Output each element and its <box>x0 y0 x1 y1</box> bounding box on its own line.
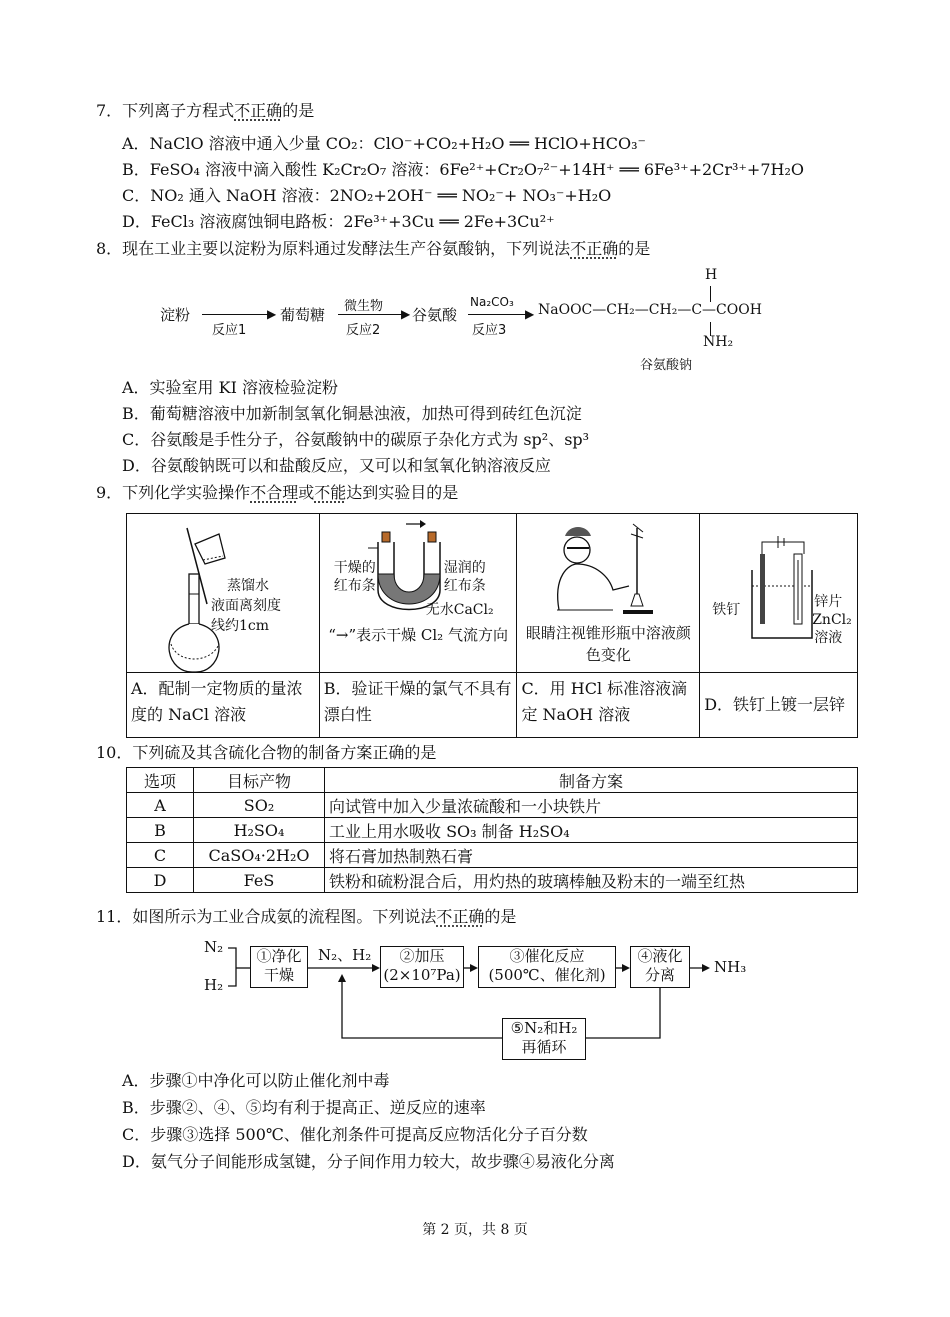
scheme-glucose: 葡萄糖 <box>280 306 326 324</box>
caption-watch-flask: 眼睛注视锥形瓶中溶液颜色变化 <box>525 624 691 664</box>
step-2-pressurize: ②加压 (2×10⁷Pa) <box>380 946 464 988</box>
q7-option-d: D．FeCl₃ 溶液腐蚀铜电路板：2Fe³⁺+3Cu ══ 2Fe+3Cu²⁺ <box>122 212 555 231</box>
q11-option-a: A．步骤①中净化可以防止催化剂中毒 <box>122 1071 390 1090</box>
q8-stem: 8．现在工业主要以淀粉为原料通过发酵法生产谷氨酸钠，下列说法不正确的是 <box>96 239 651 258</box>
table-row <box>127 843 858 868</box>
arrow-1 <box>202 314 272 315</box>
table-row <box>127 868 858 893</box>
header-option: 选项 <box>127 768 194 793</box>
q7-stem: 7．下列离子方程式不正确的是 <box>96 101 315 120</box>
catalyst-microbe: 微生物 <box>344 299 384 314</box>
label-distilled-water: 蒸馏水 <box>227 578 269 594</box>
cell-plan: 铁粉和硫粉混合后，用灼热的玻璃棒触及粉末的一端至红热 <box>325 868 858 893</box>
cell-option: B <box>127 818 194 843</box>
label-dry-cloth: 红布条 <box>333 578 376 594</box>
q8-option-c: C．谷氨酸是手性分子，谷氨酸钠中的碳原子杂化方式为 sp²、sp³ <box>122 430 590 449</box>
volumetric-flask-figure <box>127 514 319 672</box>
q7-option-a: A．NaClO 溶液中通入少量 CO₂：ClO⁻+CO₂+H₂O ══ HClO+HCO₃⁻ <box>122 134 646 153</box>
reaction-2-label: 反应2 <box>346 323 381 338</box>
q8-option-d: D．谷氨酸钠既可以和盐酸反应，又可以和氢氧化钠溶液反应 <box>122 456 551 475</box>
label-wet: 湿润的 <box>443 560 486 576</box>
label-level: 液面离刻度 <box>211 598 281 614</box>
q11-option-d: D．氨气分子间能形成氢键，分子间作用力较大，故步骤④易液化分离 <box>122 1152 615 1171</box>
u-tube-figure <box>320 514 517 672</box>
h-atom: H <box>705 267 718 283</box>
scheme-starch: 淀粉 <box>160 306 191 324</box>
q7-option-b: B．FeSO₄ 溶液中滴入酸性 K₂Cr₂O₇ 溶液：6Fe²⁺+Cr₂O₇²⁻+14H⁺ ══ 6Fe³⁺+2Cr³⁺+7H₂O <box>122 160 804 179</box>
label-dry: 干燥的 <box>333 560 376 576</box>
q9-table <box>126 513 858 738</box>
cell-product: SO₂ <box>194 793 325 818</box>
ammonia-flowchart <box>200 934 760 1066</box>
q11-option-c: C．步骤③选择 500℃、催化剂条件可提高反应物活化分子百分数 <box>122 1125 588 1144</box>
q11-stem: 11．如图所示为工业合成氨的流程图。下列说法不正确的是 <box>96 907 517 926</box>
reagent-na2co3: Na₂CO₃ <box>470 295 514 309</box>
label-1cm: 线约1cm <box>211 618 270 634</box>
flow-h2: H₂ <box>204 976 224 994</box>
page-footer: 第 2 页，共 8 页 <box>422 1222 528 1238</box>
step-5-recycle: ⑤N₂和H₂ 再循环 <box>502 1018 586 1060</box>
q7-option-c: C．NO₂ 通入 NaOH 溶液：2NO₂+2OH⁻ ══ NO₂⁻+ NO₃⁻+H₂O <box>122 186 612 205</box>
flow-n2-h2: N₂、H₂ <box>318 946 372 964</box>
q8-option-a: A．实验室用 KI 溶液检验淀粉 <box>122 378 339 397</box>
q10-table <box>126 767 858 893</box>
q9-option-c: C．用 HCl 标准溶液滴定 NaOH 溶液 <box>517 673 700 738</box>
header-product: 目标产物 <box>194 768 325 793</box>
bond-up <box>710 286 711 302</box>
q11-option-b: B．步骤②、④、⑤均有利于提高正、逆反应的速率 <box>122 1098 486 1117</box>
label-zncl2: ZnCl₂ <box>812 612 852 628</box>
q9-stem: 9．下列化学实验操作不合理或不能达到实验目的是 <box>96 483 459 502</box>
q8-option-b: B．葡萄糖溶液中加新制氢氧化铜悬浊液，加热可得到砖红色沉淀 <box>122 404 582 423</box>
arrow-2 <box>338 314 406 315</box>
label-zinc-plate: 锌片 <box>814 594 843 610</box>
nh2-group: NH₂ <box>703 334 734 350</box>
flow-nh3-output: NH₃ <box>714 958 747 976</box>
electroplating-figure <box>700 514 857 672</box>
cell-option: C <box>127 843 194 868</box>
titration-figure <box>517 514 699 672</box>
label-wet-cloth: 红布条 <box>443 578 486 594</box>
table-header-row <box>127 768 858 793</box>
arrow-3 <box>468 314 530 315</box>
cell-option: A <box>127 793 194 818</box>
label-cacl2: 无水CaCl₂ <box>425 602 494 618</box>
cell-product: CaSO₄·2H₂O <box>194 843 325 868</box>
label-solution: 溶液 <box>814 630 843 646</box>
header-plan: 制备方案 <box>325 768 858 793</box>
reaction-1-label: 反应1 <box>212 323 247 338</box>
cell-option: D <box>127 868 194 893</box>
table-row <box>127 793 858 818</box>
sodium-glutamate-formula: NaOOC—CH₂—CH₂—C—COOH <box>538 302 762 318</box>
cell-product: H₂SO₄ <box>194 818 325 843</box>
step-4-liquefy: ④液化 分离 <box>630 946 690 988</box>
flow-n2: N₂ <box>204 938 224 956</box>
q10-stem: 10．下列硫及其含硫化合物的制备方案正确的是 <box>96 743 437 762</box>
caption-dry-cl2-flow: “→”表示干燥 Cl₂ 气流方向 <box>328 626 508 644</box>
table-row <box>127 818 858 843</box>
sodium-glutamate-caption: 谷氨酸钠 <box>640 358 693 373</box>
q8-reaction-scheme: 淀粉 ▶ 反应1 葡萄糖 ▶ 微生物 反应2 谷氨酸 ▶ Na₂CO₃ 反应3 H NaOOC—CH₂—CH₂—C—COOH NH₂ 谷氨酸钠 <box>160 267 762 373</box>
label-nail: 铁钉 <box>712 602 741 618</box>
cell-plan: 工业上用水吸收 SO₃ 制备 H₂SO₄ <box>325 818 858 843</box>
q9-option-a: A．配制一定物质的量浓度的 NaCl 溶液 <box>127 673 320 738</box>
step-3-catalytic-reaction: ③催化反应 (500℃、催化剂) <box>478 946 616 988</box>
cell-product: FeS <box>194 868 325 893</box>
q9-option-d: D．铁钉上镀一层锌 <box>700 673 858 738</box>
q9-option-b: B．验证干燥的氯气不具有漂白性 <box>319 673 517 738</box>
reaction-3-label: 反应3 <box>472 323 507 338</box>
cell-plan: 向试管中加入少量浓硫酸和一小块铁片 <box>325 793 858 818</box>
step-1-purify: ①净化 干燥 <box>250 946 308 988</box>
scheme-glutamic-acid: 谷氨酸 <box>412 306 458 324</box>
cell-plan: 将石膏加热制熟石膏 <box>325 843 858 868</box>
